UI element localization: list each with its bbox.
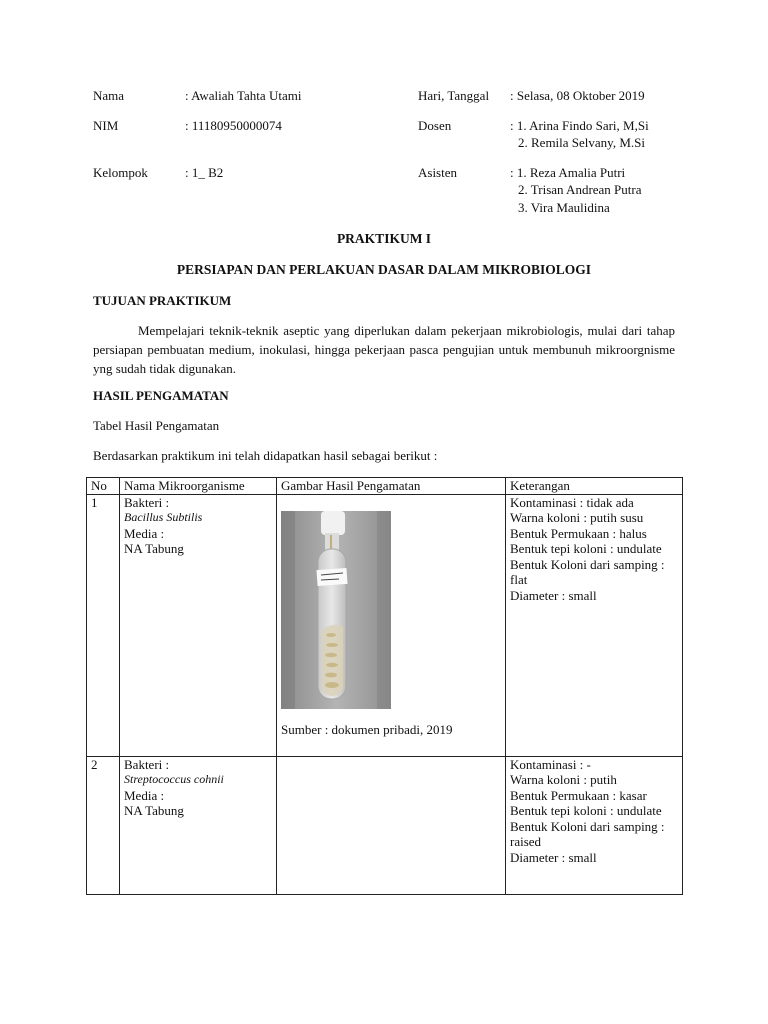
bentuk-permukaan: Bentuk Permukaan : halus bbox=[510, 525, 647, 541]
table-row bbox=[87, 756, 683, 894]
nama-label: Nama bbox=[93, 88, 125, 103]
bentuk-tepi: Bentuk tepi koloni : undulate bbox=[510, 803, 662, 818]
nim-value: : 11180950000074 bbox=[185, 118, 282, 133]
keterangan-cell bbox=[506, 756, 683, 894]
asisten-label: Asisten bbox=[418, 165, 457, 180]
organism-name: Bacillus Subtilis bbox=[124, 510, 203, 524]
bentuk-samping: Bentuk Koloni dari samping : flat bbox=[510, 556, 665, 587]
header-nama-mikroorganisme: Nama Mikroorganisme bbox=[120, 478, 277, 495]
dosen-label: Dosen bbox=[418, 118, 452, 133]
image-source: Sumber : dokumen pribadi, 2019 bbox=[281, 721, 453, 737]
dosen-value-1: : 1. Arina Findo Sari, M,Si bbox=[510, 118, 649, 133]
type-label: Bakteri : bbox=[124, 756, 170, 772]
main-title: PRAKTIKUM I bbox=[336, 231, 432, 246]
header-keterangan: Keterangan bbox=[506, 478, 683, 495]
table-row bbox=[87, 494, 683, 756]
media-value: NA Tabung bbox=[124, 803, 184, 818]
hari-value: : Selasa, 08 Oktober 2019 bbox=[510, 88, 645, 103]
nim-label: NIM bbox=[93, 118, 119, 133]
diameter: Diameter : small bbox=[510, 587, 597, 603]
row-number: 2 bbox=[87, 756, 120, 894]
asisten-value-1: : 1. Reza Amalia Putri bbox=[510, 165, 626, 180]
hari-label: Hari, Tanggal bbox=[418, 88, 490, 103]
kelompok-value: : 1_ B2 bbox=[185, 165, 224, 180]
nama-value: : Awaliah Tahta Utami bbox=[185, 88, 302, 103]
keterangan-cell bbox=[506, 494, 683, 756]
organism-cell bbox=[120, 494, 277, 756]
intro-text: Berdasarkan praktikum ini telah didapatkan hasil sebagai berikut : bbox=[93, 448, 438, 463]
diameter: Diameter : small bbox=[510, 849, 597, 865]
kontaminasi: Kontaminasi : tidak ada bbox=[510, 494, 634, 510]
organism-name: Streptococcus cohnii bbox=[124, 772, 224, 786]
image-cell bbox=[277, 756, 506, 894]
media-value: NA Tabung bbox=[124, 541, 184, 556]
tujuan-paragraph: Mempelajari teknik-teknik aseptic yang diperlukan dalam pekerjaan mikrobiologis, mulai dari tahap persiapan pembuatan medium, inokulasi, hingga pekerjaan pasca pengujian untuk membunuh mikroorgnisme yng sudah tidak digunakan. bbox=[93, 323, 675, 376]
kelompok-label: Kelompok bbox=[93, 165, 148, 180]
table-caption: Tabel Hasil Pengamatan bbox=[93, 418, 220, 433]
organism-cell bbox=[120, 756, 277, 894]
asisten-value-2: 2. Trisan Andrean Putra bbox=[518, 182, 642, 197]
warna-koloni: Warna koloni : putih bbox=[510, 772, 617, 787]
media-label: Media : bbox=[124, 525, 165, 541]
observation-table bbox=[86, 477, 683, 895]
bentuk-samping: Bentuk Koloni dari samping : raised bbox=[510, 818, 665, 849]
row-number: 1 bbox=[87, 494, 120, 756]
header-gambar: Gambar Hasil Pengamatan bbox=[277, 478, 506, 495]
media-label: Media : bbox=[124, 787, 165, 803]
bentuk-tepi: Bentuk tepi koloni : undulate bbox=[510, 541, 662, 556]
test-tube-photo bbox=[281, 511, 391, 709]
type-label: Bakteri : bbox=[124, 494, 170, 510]
table-header-row bbox=[87, 478, 683, 495]
hasil-heading: HASIL PENGAMATAN bbox=[93, 388, 229, 403]
tujuan-heading: TUJUAN PRAKTIKUM bbox=[93, 293, 232, 308]
header-no: No bbox=[87, 478, 120, 495]
sub-title: PERSIAPAN DAN PERLAKUAN DASAR DALAM MIKROBIOLOGI bbox=[176, 262, 592, 277]
asisten-value-3: 3. Vira Maulidina bbox=[518, 200, 610, 215]
warna-koloni: Warna koloni : putih susu bbox=[510, 510, 644, 525]
bentuk-permukaan: Bentuk Permukaan : kasar bbox=[510, 787, 647, 803]
dosen-value-2: 2. Remila Selvany, M.Si bbox=[518, 135, 645, 150]
kontaminasi: Kontaminasi : - bbox=[510, 756, 591, 772]
image-cell bbox=[277, 494, 506, 756]
